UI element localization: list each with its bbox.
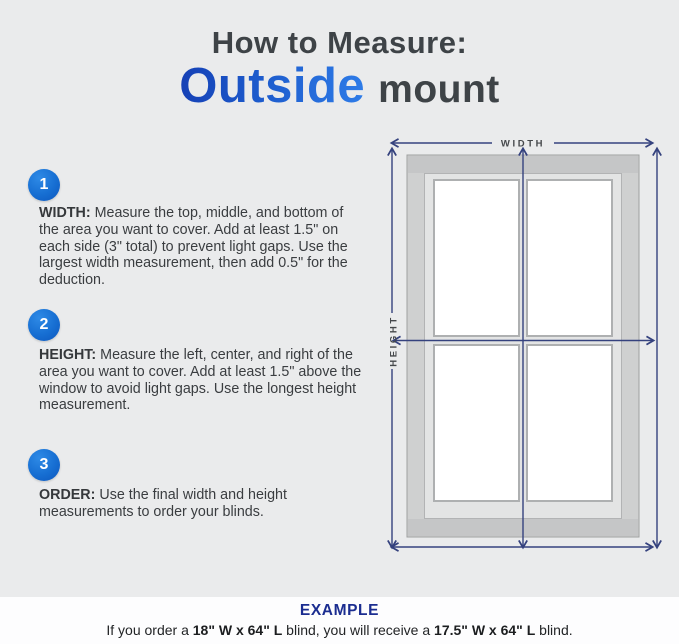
step-2-number: 2 — [39, 316, 49, 333]
step-1-label: WIDTH: — [39, 205, 91, 221]
title-suffix: mount — [378, 68, 500, 112]
step-1-body: Measure the top, middle, and bottom of the area you want to cover. Add at least 1.5" on each side (3" total) to prevent light gaps. Use the largest width measurement, then add 0.5" for the deduction. — [39, 205, 348, 289]
step-2-body: Measure the left, center, and right of the area you want to cover. Add at least 1.5" above the window to avoid light gaps. Use the longest height measurement. — [39, 347, 362, 414]
step-3-body: Use the final width and height measurements to order your blinds. — [39, 487, 287, 520]
height-label: HEIGHT — [388, 315, 400, 367]
title-highlight: Outside — [179, 59, 366, 114]
example-sentence: If you order a 18" W x 64" L blind, you will receive a 17.5" W x 64" L blind. — [106, 622, 573, 638]
step-3-text — [39, 487, 365, 521]
step-2-text — [39, 347, 365, 414]
step-1-badge — [28, 169, 60, 201]
step-1-text — [39, 205, 365, 289]
step-3-number: 3 — [39, 456, 49, 473]
width-label: WIDTH — [500, 138, 546, 150]
title-line1: How to Measure: — [211, 25, 468, 60]
step-1-number: 1 — [39, 176, 49, 193]
example-footer — [0, 597, 679, 644]
step-2-label: HEIGHT: — [39, 347, 97, 363]
example-heading: EXAMPLE — [299, 602, 380, 619]
title-line2 — [0, 61, 679, 112]
step-3-badge — [28, 449, 60, 481]
page-title — [0, 26, 679, 113]
step-3-label: ORDER: — [39, 487, 96, 503]
window-measurement-diagram — [380, 130, 679, 590]
step-2-badge — [28, 309, 60, 341]
